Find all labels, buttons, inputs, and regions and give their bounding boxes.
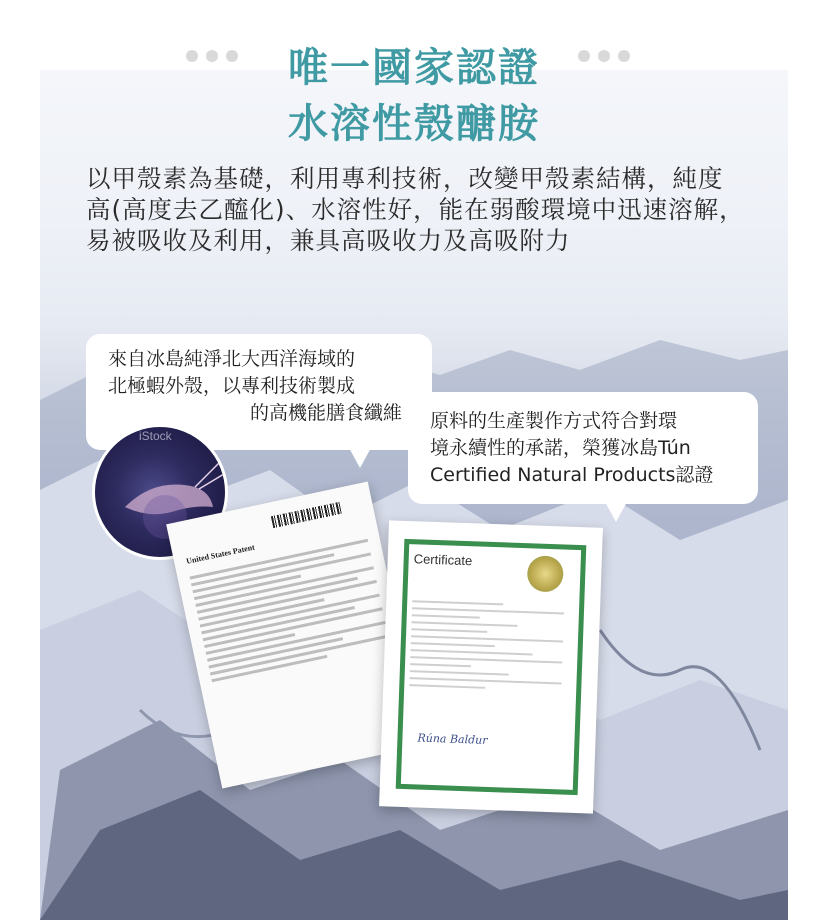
bubble-source-line3: 的高機能膳食纖維: [249, 402, 402, 424]
bubble-cert-line1: 原料的生產製作方式符合對環: [430, 410, 678, 432]
page-title-line2: 水溶性殼醣胺: [288, 101, 540, 147]
certificate-title: Certificate: [413, 551, 473, 569]
bubble-cert-line3: Certified Natural Products認證: [430, 464, 714, 486]
bubble-cert-line2: 境永續性的承諾，榮獲冰島Tún: [430, 437, 691, 459]
bubble-source-line1: 來自冰島純淨北大西洋海域的: [108, 348, 356, 370]
page-header: [0, 28, 828, 147]
certificate-document: [379, 520, 603, 813]
speech-bubble-certification: [408, 392, 758, 504]
product-description: 以甲殼素為基礎，利用專利技術，改變甲殼素結構，純度高(高度去乙醯化)、水溶性好，能在弱酸環境中迅速溶解，易被吸收及利用，兼具高吸收力及高吸附力: [86, 164, 745, 255]
patent-heading: United States Patent: [185, 542, 256, 566]
watermark-text: iStock: [139, 429, 172, 443]
page-title-line1: 唯一國家認證: [288, 45, 540, 91]
barcode-icon: [271, 502, 342, 528]
certificate-signature: Rúna Baldur: [417, 731, 488, 747]
certificate-text-lines: [409, 595, 564, 696]
bubble-source-line2: 北極蝦外殼，以專利技術製成: [108, 375, 356, 397]
